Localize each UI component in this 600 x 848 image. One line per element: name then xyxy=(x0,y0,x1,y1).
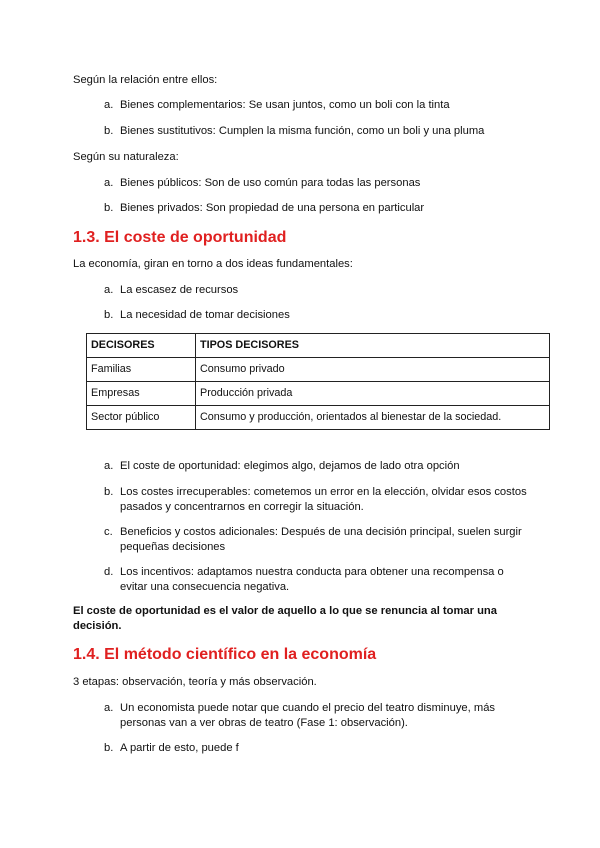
list-marker: a. xyxy=(104,177,114,189)
list-item-text: La escasez de recursos xyxy=(120,284,239,296)
table-header-cell: DECISORES xyxy=(87,334,196,358)
list-marker: d. xyxy=(104,566,114,578)
list-item xyxy=(104,701,534,731)
table-row xyxy=(87,358,550,382)
list-item xyxy=(104,201,534,216)
table-cell: Sector público xyxy=(87,406,196,430)
list-item xyxy=(104,459,534,474)
table-header-row xyxy=(87,334,550,358)
table-cell: Consumo privado xyxy=(196,358,550,382)
table-cell: Producción privada xyxy=(196,382,550,406)
section-intro: La economía, giran en torno a dos ideas fundamentales: xyxy=(73,258,353,270)
table-row xyxy=(87,382,550,406)
table-header-cell: TIPOS DECISORES xyxy=(196,334,550,358)
list-item xyxy=(104,741,534,756)
list-item-text: A partir de esto, puede f xyxy=(120,742,239,754)
list-item-text: Los costes irrecuperables: cometemos un error en la elección, olvidar esos costos pasados y concentrarnos en corregir la situación. xyxy=(120,486,527,513)
list-item-text: Bienes sustitutivos: Cumplen la misma función, como un boli y una pluma xyxy=(120,125,485,137)
table-cell: Familias xyxy=(87,358,196,382)
list-marker: a. xyxy=(104,702,114,714)
list-marker: b. xyxy=(104,125,114,137)
list-item-text: Bienes complementarios: Se usan juntos, como un boli con la tinta xyxy=(120,99,450,111)
list-marker: a. xyxy=(104,460,114,472)
list-marker: c. xyxy=(104,526,113,538)
list-item xyxy=(104,98,534,113)
list-marker: b. xyxy=(104,742,114,754)
list-marker: b. xyxy=(104,202,114,214)
list-item xyxy=(104,176,534,191)
section-heading-1-4: 1.4. El método científico en la economía xyxy=(73,646,377,663)
list-item-text: Beneficios y costos adicionales: Después de una decisión principal, suelen surgir pequeñas decisiones xyxy=(120,526,522,553)
list-item-text: Bienes públicos: Son de uso común para todas las personas xyxy=(120,177,421,189)
list-item-text: El coste de oportunidad: elegimos algo, dejamos de lado otra opción xyxy=(120,460,460,472)
list-marker: b. xyxy=(104,309,114,321)
list-item-text: Un economista puede notar que cuando el precio del teatro disminuye, más personas van a ver obras de teatro (Fase 1: observación). xyxy=(120,702,496,729)
list-item xyxy=(104,485,534,515)
list-marker: b. xyxy=(104,486,114,498)
section-heading-1-3: 1.3. El coste de oportunidad xyxy=(73,229,287,246)
list-item-text: Los incentivos: adaptamos nuestra conducta para obtener una recompensa o evitar una consecuencia negativa. xyxy=(120,566,504,593)
opportunity-cost-definition: El coste de oportunidad es el valor de aquello a lo que se renuncia al tomar una decisión. xyxy=(73,605,497,632)
list-item xyxy=(104,124,534,139)
list-item-text: Bienes privados: Son propiedad de una persona en particular xyxy=(120,202,425,214)
intro-relacion: Según la relación entre ellos: xyxy=(73,74,218,86)
list-marker: a. xyxy=(104,99,114,111)
list-item xyxy=(104,525,534,555)
table-cell: Empresas xyxy=(87,382,196,406)
decisores-table xyxy=(86,333,550,430)
intro-naturaleza: Según su naturaleza: xyxy=(73,151,179,163)
list-marker: a. xyxy=(104,284,114,296)
list-item xyxy=(104,308,534,323)
table-row xyxy=(87,406,550,430)
list-item-text: La necesidad de tomar decisiones xyxy=(120,309,290,321)
list-item xyxy=(104,283,534,298)
table-cell: Consumo y producción, orientados al bienestar de la sociedad. xyxy=(196,406,550,430)
list-item xyxy=(104,565,534,595)
section-intro: 3 etapas: observación, teoría y más observación. xyxy=(73,676,317,688)
